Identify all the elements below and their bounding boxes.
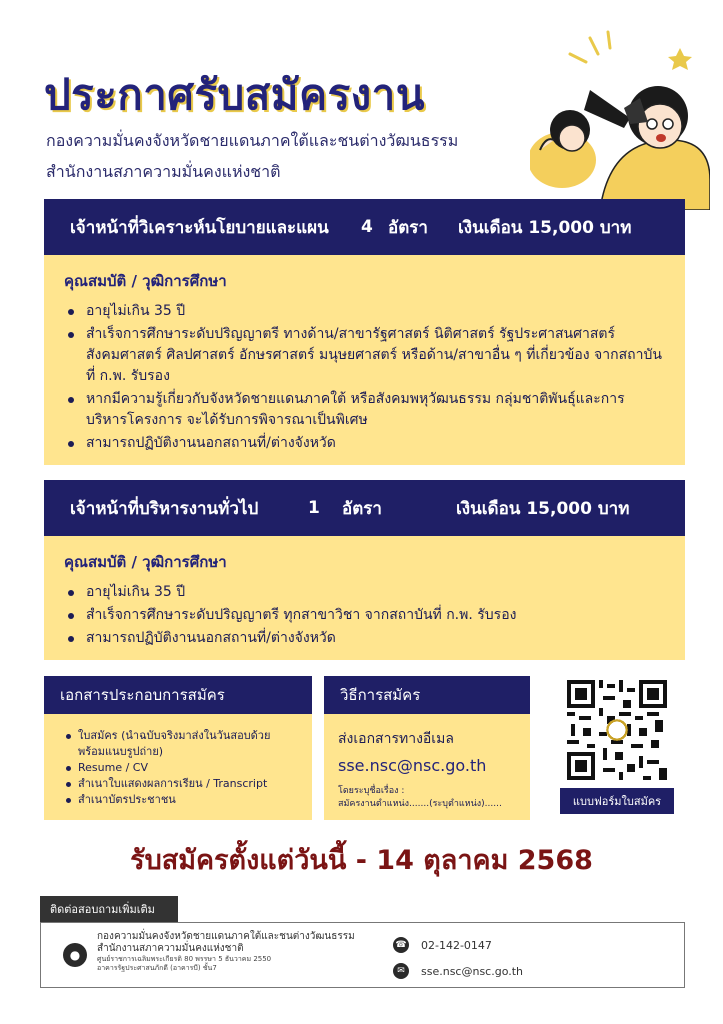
job-count-unit: อัตรา	[342, 498, 382, 519]
qualification-item: หากมีความรู้เกี่ยวกับจังหวัดชายแดนภาคใต้ หรือสังคมพหุวัฒนธรรม กลุ่มชาติพันธุ์และการบริหารโครงการ จะได้รับการพิจารณาเป็นพิเศษ	[64, 389, 665, 431]
qr-code-icon[interactable]	[567, 680, 667, 780]
qualification-item: อายุไม่เกิน 35 ปี	[64, 301, 665, 322]
qualification-item: สามารถปฏิบัติงานนอกสถานที่/ต่างจังหวัด	[64, 628, 665, 649]
apply-method: ส่งเอกสารทางอีเมล	[338, 731, 454, 747]
qualification-item: สามารถปฏิบัติงานนอกสถานที่/ต่างจังหวัด	[64, 433, 665, 454]
qualification-item: อายุไม่เกิน 35 ปี	[64, 582, 665, 603]
document-item: สำเนาบัตรประชาชน	[64, 792, 298, 808]
qualification-item: สำเร็จการศึกษาระดับปริญญาตรี ทางด้าน/สาขารัฐศาสตร์ นิติศาสตร์ รัฐประศาสนศาสตร์ สังคมศาสตร์ ศิลปศาสตร์ อักษรศาสตร์ มนุษยศาสตร์ หรือด้าน/สาขาอื่น ๆ ที่เกี่ยวข้อง จากสถาบันที่ ก.พ. รับรอง	[64, 324, 665, 387]
apply-note-line: สมัครงานตำแหน่ง.......(ระบุตำแหน่ง)......	[338, 799, 502, 809]
job-position: เจ้าหน้าที่วิเคราะห์นโยบายและแผน	[70, 217, 329, 238]
job-salary: เงินเดือน 15,000 บาท	[458, 217, 632, 238]
contact-phone-number[interactable]: 02-142-0147	[421, 938, 492, 952]
contact-tab: ติดต่อสอบถามเพิ่มเติม	[40, 896, 178, 922]
job-count: 4	[361, 217, 373, 237]
apply-email-link[interactable]: sse.nsc@nsc.go.th	[338, 756, 487, 775]
job-header-general-admin	[44, 480, 685, 536]
job-header-policy-analyst	[44, 199, 685, 255]
deadline-banner: รับสมัครตั้งแต่วันนี้ - 14 ตุลาคม 2568	[130, 845, 593, 876]
qualification-item: สำเร็จการศึกษาระดับปริญญาตรี ทุกสาขาวิชา จากสถาบันที่ ก.พ. รับรอง	[64, 605, 665, 626]
apply-info	[324, 714, 530, 820]
page-title: ประกาศรับสมัครงาน	[44, 70, 425, 119]
documents-list	[44, 714, 312, 820]
contact-address	[97, 931, 355, 973]
contact-phone	[393, 937, 492, 953]
document-item: ใบสมัคร (นำฉบับจริงมาส่งในวันสอบด้วย พร้อมแนบรูปถ่าย)	[64, 728, 298, 760]
location-pin-icon: ●	[63, 943, 87, 967]
contact-org-line: สำนักงานสภาความมั่นคงแห่งชาติ	[97, 943, 244, 954]
apply-note	[338, 785, 516, 811]
job-position: เจ้าหน้าที่บริหารงานทั่วไป	[70, 498, 259, 519]
document-item: Resume / CV	[64, 760, 298, 776]
job-salary: เงินเดือน 15,000 บาท	[456, 498, 630, 519]
job-count: 1	[308, 498, 320, 518]
phone-icon: ☎	[393, 937, 409, 953]
apply-header: วิธีการสมัคร	[324, 676, 530, 714]
job-qualifications	[44, 255, 685, 465]
qualification-list	[64, 582, 665, 649]
qualification-title: คุณสมบัติ / วุฒิการศึกษา	[64, 553, 227, 571]
contact-address-line: อาคารรัฐประศาสนภักดี (อาคารบี) ชั้น7	[97, 964, 217, 972]
org-name: กองความมั่นคงจังหวัดชายแดนภาคใต้และชนต่างวัฒนธรรม	[46, 131, 459, 150]
documents-header: เอกสารประกอบการสมัคร	[44, 676, 312, 714]
application-form-button[interactable]: แบบฟอร์มใบสมัคร	[560, 788, 674, 814]
contact-box	[40, 922, 685, 988]
contact-email-address[interactable]: sse.nsc@nsc.go.th	[421, 964, 524, 978]
contact-org-line: กองความมั่นคงจังหวัดชายแดนภาคใต้และชนต่างวัฒนธรรม	[97, 931, 355, 942]
contact-address-line: ศูนย์ราชการเฉลิมพระเกียรติ 80 พรรษา 5 ธันวาคม 2550	[97, 955, 272, 963]
document-item: สำเนาใบแสดงผลการเรียน / Transcript	[64, 776, 298, 792]
apply-note-line: โดยระบุชื่อเรื่อง :	[338, 786, 405, 796]
job-qualifications	[44, 536, 685, 660]
megaphone-people-illustration	[530, 30, 710, 210]
contact-email	[393, 963, 523, 979]
agency-name: สำนักงานสภาความมั่นคงแห่งชาติ	[46, 162, 281, 181]
qualification-title: คุณสมบัติ / วุฒิการศึกษา	[64, 272, 227, 290]
qualification-list	[64, 301, 665, 454]
mail-icon: ✉	[393, 963, 409, 979]
job-count-unit: อัตรา	[388, 217, 428, 238]
